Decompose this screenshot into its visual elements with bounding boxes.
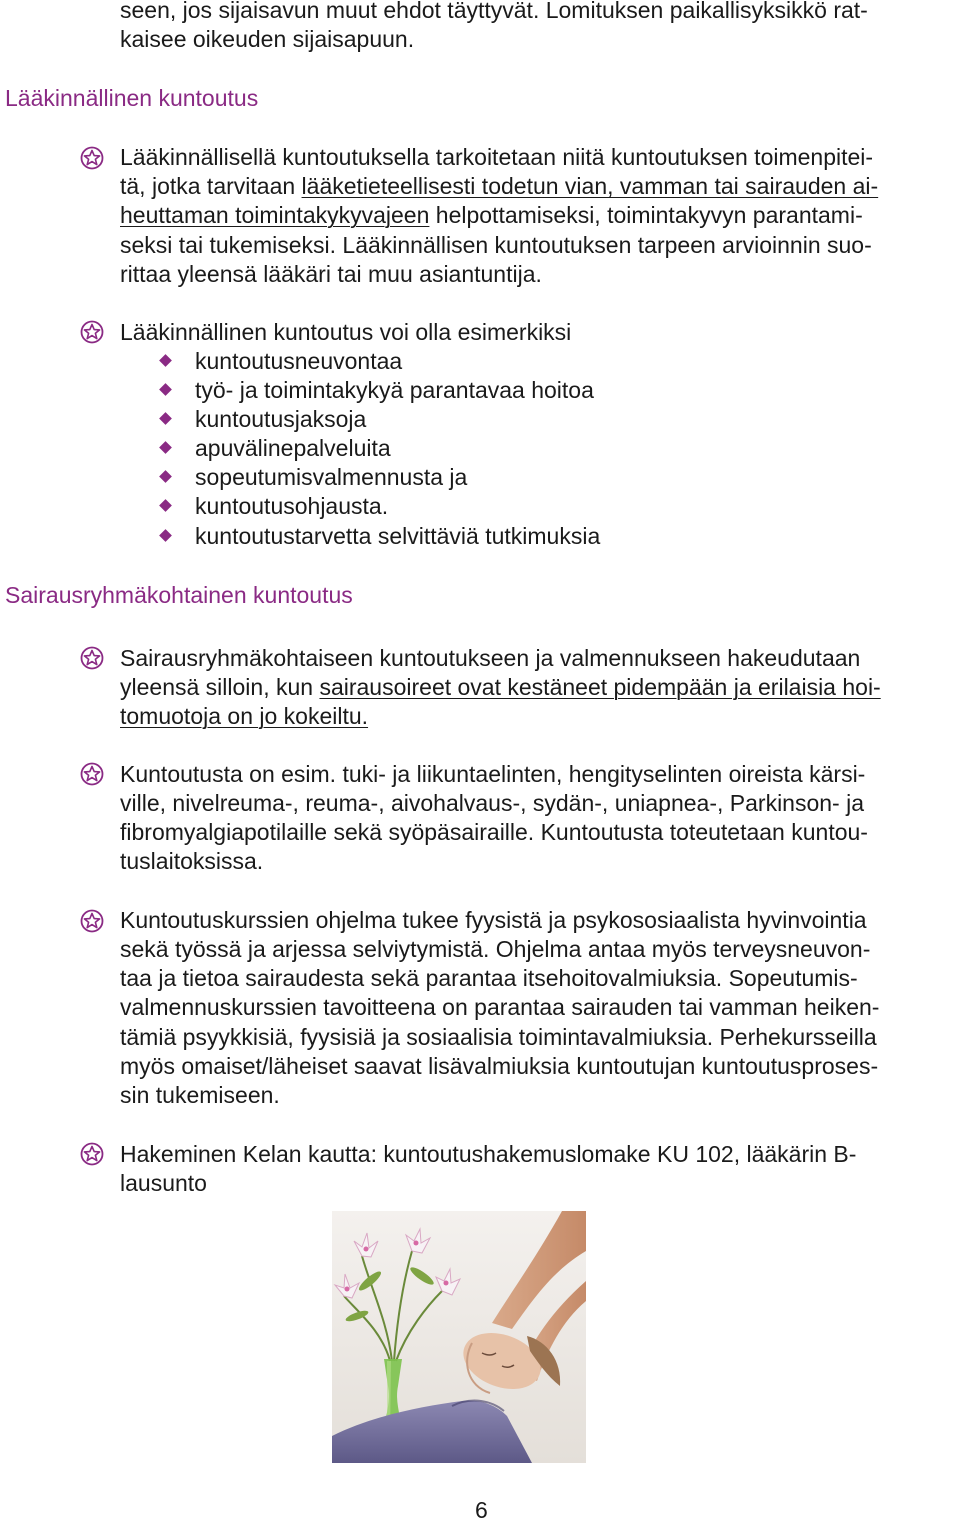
list-intro: Lääkinnällinen kuntoutus voi olla esimerkiksi [120,319,572,345]
page-number: 6 [475,1497,488,1523]
intro-line-1: seen, jos sijaisavun muut ehdot täyttyvät. Lomituksen paikallisyksikkö rat- [120,0,868,23]
diamond-icon [159,470,172,483]
underlined-text: lääketieteellisesti todetun vian, vamman tai sairauden ai- [301,173,879,199]
diamond-icon [159,412,172,425]
text-line: Kuntoutuskurssien ohjelma tukee fyysistä ja psykososiaalista hyvinvointia [120,907,867,933]
section-heading-laakinnallinen: Lääkinnällinen kuntoutus [5,85,259,111]
underlined-text: tomuotoja on jo kokeiltu. [120,703,369,729]
text-line: sekä työssä ja arjessa selviytymistä. Ohjelma antaa myös terveysneuvon- [120,936,871,962]
text-line [120,201,863,230]
text-line: tuslaitoksissa. [120,848,264,874]
underlined-text: sairausoireet ovat kestäneet pidempään ja erilaisia hoi- [319,674,881,700]
star-outline-icon [80,909,104,933]
diamond-icon [159,529,172,542]
underlined-text: heuttaman toimintakykyvajeen [120,202,430,228]
text-line: Sairausryhmäkohtaiseen kuntoutukseen ja valmennukseen hakeudutaan [120,645,861,671]
text-line: seksi tai tukemiseksi. Lääkinnällisen kuntoutuksen tarpeen arvioinnin suo- [120,232,872,258]
text-run: helpottamiseksi, toimintakyvyn parantami- [429,202,863,228]
text-line: fibromyalgiapotilaille sekä syöpäsairaille. Kuntoutusta toteutetaan kuntou- [120,819,868,845]
text-line: tämiä psyykkisiä, fyysisiä ja sosiaalisia toimintavalmiuksia. Perhekursseilla [120,1024,877,1050]
diamond-icon [159,499,172,512]
text-line [120,172,878,201]
section-heading-sairausryhma: Sairausryhmäkohtainen kuntoutus [5,582,353,608]
text-line: taa ja tietoa sairaudesta sekä parantaa itsehoitovalmiuksia. Sopeutumis- [120,965,858,991]
list-item: apuvälinepalveluita [195,435,391,461]
star-outline-icon [80,646,104,670]
list-item: kuntoutusohjausta. [195,493,389,519]
intro-line-2: kaisee oikeuden sijaisapuun. [120,26,415,52]
star-outline-icon [80,320,104,344]
text-line: Kuntoutusta on esim. tuki- ja liikuntaelinten, hengityselinten oireista kärsi- [120,761,866,787]
text-line: valmennuskurssien tavoitteena on parantaa sairauden tai vamman heiken- [120,994,880,1020]
diamond-icon [159,354,172,367]
list-item: kuntoutustarvetta selvittäviä tutkimuksia [195,523,601,549]
diamond-icon [159,383,172,396]
list-item: työ- ja toimintakykyä parantavaa hoitoa [195,377,594,403]
text-line: sin tukemiseen. [120,1082,280,1108]
text-line: Lääkinnällisellä kuntoutuksella tarkoitetaan niitä kuntoutuksen toimenpitei- [120,144,874,170]
diamond-icon [159,441,172,454]
list-item: kuntoutusjaksoja [195,406,367,432]
text-line: ville, nivelreuma-, reuma-, aivohalvaus-, sydän-, uniapnea-, Parkinson- ja [120,790,865,816]
star-outline-icon [80,1142,104,1166]
text-line: Hakeminen Kelan kautta: kuntoutushakemuslomake KU 102, lääkärin B- [120,1141,857,1167]
star-outline-icon [80,762,104,786]
list-item: sopeutumisvalmennusta ja [195,464,468,490]
text-line: rittaa yleensä lääkäri tai muu asiantuntija. [120,261,542,287]
massage-photo [332,1211,586,1463]
text-line [120,673,881,702]
text-run: yleensä silloin, kun [120,674,320,700]
massage-illustration [332,1211,586,1463]
text-line: myös omaiset/läheiset saavat lisävalmiuksia kuntoutujan kuntoutusproses- [120,1053,879,1079]
text-run: tä, jotka tarvitaan [120,173,302,199]
text-line: lausunto [120,1170,207,1196]
star-outline-icon [80,146,104,170]
list-item: kuntoutusneuvontaa [195,348,403,374]
